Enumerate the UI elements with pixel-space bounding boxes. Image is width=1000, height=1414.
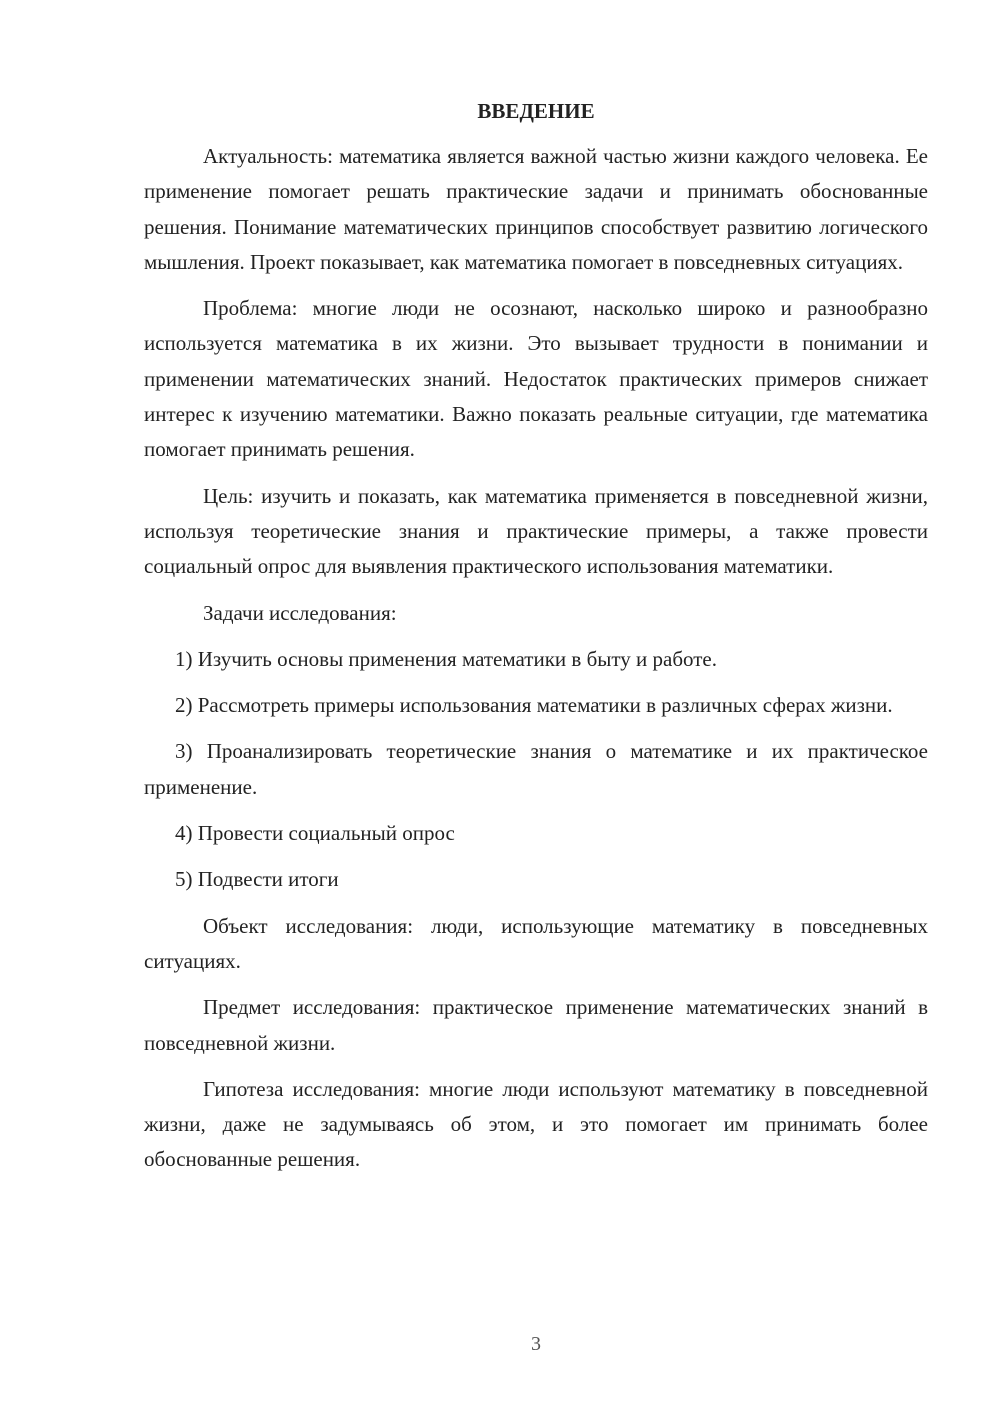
task-item-5: 5) Подвести итоги bbox=[175, 867, 339, 892]
subject-paragraph: Предмет исследования: практическое применение математических знаний в повседневной жизни. bbox=[144, 995, 928, 1055]
object-paragraph: Объект исследования: люди, использующие математику в повседневных ситуациях. bbox=[144, 913, 928, 973]
problem-paragraph: Проблема: многие люди не осознают, насколько широко и разнообразно используется математика в их жизни. Это вызывает трудности в понимании и применении математических знаний. Недостаток практических примеров снижает интерес к изучению математики. Важно показать реальные ситуации, где математика помогает принимать решения. bbox=[144, 296, 928, 462]
tasks-heading: Задачи исследования: bbox=[203, 600, 397, 625]
page-number: 3 bbox=[531, 1333, 541, 1355]
relevance-paragraph: Актуальность: математика является важной частью жизни каждого человека. Ее применение помогает решать практические задачи и принимать обоснованные решения. Понимание математических принципов способствует развитию логического мышления. Проект показывает, как математика помогает в повседневных ситуациях. bbox=[144, 144, 928, 274]
hypothesis-paragraph: Гипотеза исследования: многие люди используют математику в повседневной жизни, даже не задумываясь об этом, и это помогает им принимать более обоснованные решения. bbox=[144, 1076, 928, 1172]
task-item-1: 1) Изучить основы применения математики в быту и работе. bbox=[175, 646, 717, 671]
goal-paragraph: Цель: изучить и показать, как математика применяется в повседневной жизни, используя теоретические знания и практические примеры, а также провести социальный опрос для выявления практического использования математики. bbox=[144, 483, 928, 579]
page-title: ВВЕДЕНИЕ bbox=[477, 99, 595, 123]
task-item-2: 2) Рассмотреть примеры использования математики в различных сферах жизни. bbox=[175, 693, 893, 718]
task-item-4: 4) Провести социальный опрос bbox=[175, 821, 455, 846]
page-content bbox=[144, 94, 928, 1189]
task-item-3: 3) Проанализировать теоретические знания о математике и их практическое применение. bbox=[144, 739, 928, 799]
